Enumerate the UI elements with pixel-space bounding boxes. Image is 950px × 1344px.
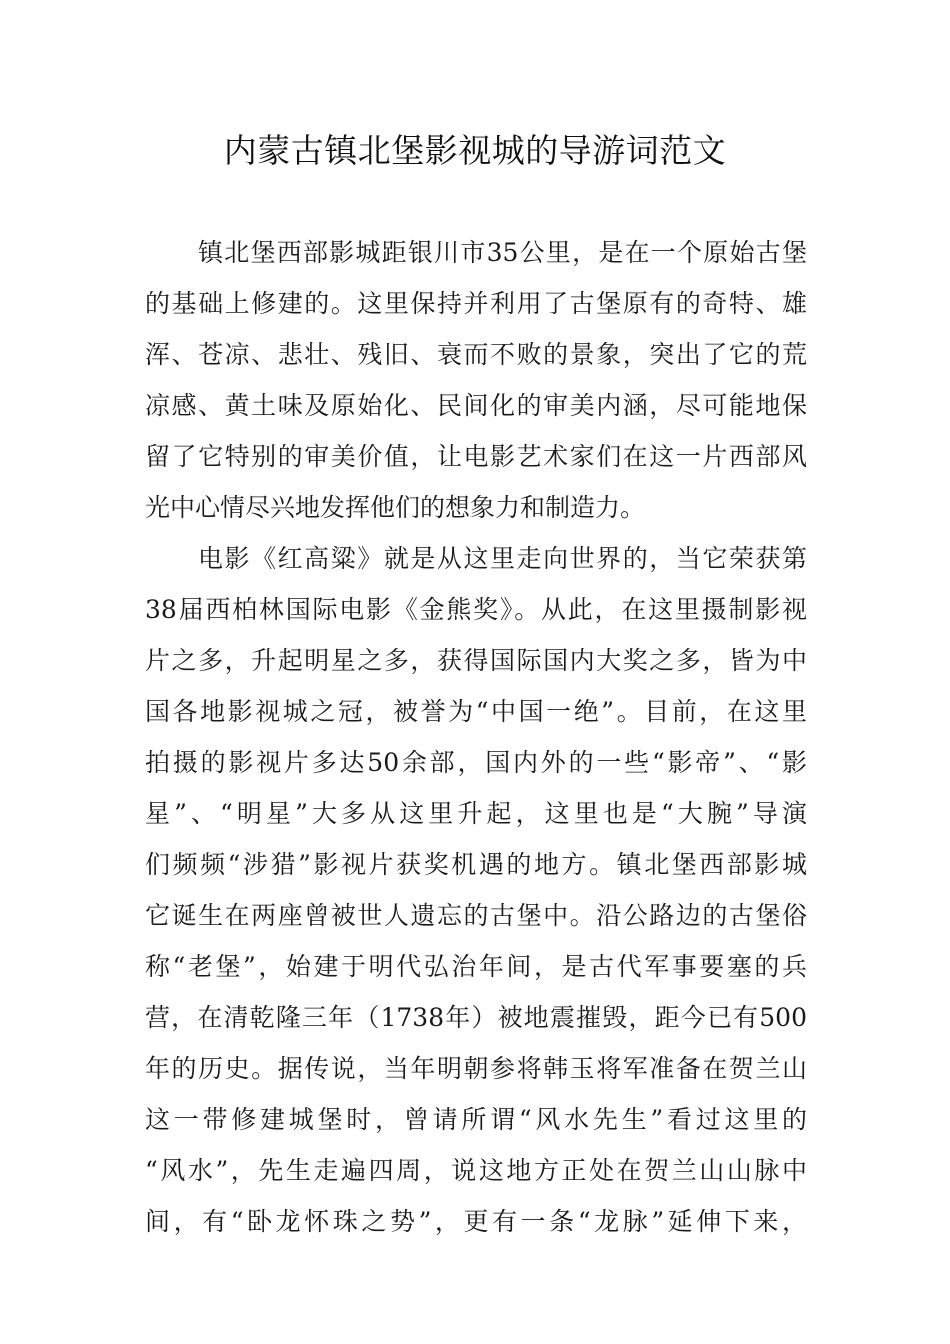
paragraph-2: [145, 533, 807, 1247]
paragraph-line: 国各地影视城之冠，被誉为“中国一绝”。目前，在这里: [145, 697, 807, 726]
paragraph-line: 营，在清乾隆三年（1738年）被地震摧毁，距今已有500: [145, 1003, 807, 1032]
paragraph-line: 这一带修建城堡时，曾请所谓“风水先生”看过这里的: [145, 1105, 807, 1134]
paragraph-line: 镇北堡西部影城距银川市35公里，是在一个原始古堡: [198, 238, 807, 267]
paragraph-line: “风水”，先生走遍四周，说这地方正处在贺兰山山脉中: [145, 1156, 807, 1185]
paragraph-line: 浑、苍凉、悲壮、残旧、衰而不败的景象，突出了它的荒: [145, 340, 807, 369]
paragraph-line: 它诞生在两座曾被世人遗忘的古堡中。沿公路边的古堡俗: [145, 901, 807, 930]
paragraph-line: 凉感、黄土味及原始化、民间化的审美内涵，尽可能地保: [145, 391, 807, 420]
paragraph-line: 电影《红高粱》就是从这里走向世界的，当它荣获第: [198, 544, 807, 573]
paragraph-line: 留了它特别的审美价值，让电影艺术家们在这一片西部风: [145, 442, 807, 471]
paragraph-line: 光中心情尽兴地发挥他们的想象力和制造力。: [145, 493, 646, 522]
paragraph-line: 们频频“涉猎”影视片获奖机遇的地方。镇北堡西部影城: [145, 850, 807, 879]
paragraph-line: 的基础上修建的。这里保持并利用了古堡原有的奇特、雄: [145, 289, 807, 318]
paragraph-line: 称“老堡”，始建于明代弘治年间，是古代军事要塞的兵: [145, 952, 807, 981]
document-title: 内蒙古镇北堡影视城的导游词范文: [223, 131, 727, 170]
paragraph-line: 片之多，升起明星之多，获得国际国内大奖之多，皆为中: [145, 646, 807, 675]
document-body: [145, 227, 807, 1247]
paragraph-line: 拍摄的影视片多达50余部，国内外的一些“影帝”、“影: [145, 748, 807, 777]
paragraph-line: 38届西柏林国际电影《金熊奖》。从此，在这里摄制影视: [145, 595, 807, 624]
paragraph-line: 年的历史。据传说，当年明朝参将韩玉将军准备在贺兰山: [145, 1054, 807, 1083]
paragraph-line: 星”、“明星”大多从这里升起，这里也是“大腕”导演: [145, 799, 807, 828]
paragraph-1: [145, 227, 807, 533]
paragraph-line: 间，有“卧龙怀珠之势”，更有一条“龙脉”延伸下来，: [145, 1207, 807, 1236]
